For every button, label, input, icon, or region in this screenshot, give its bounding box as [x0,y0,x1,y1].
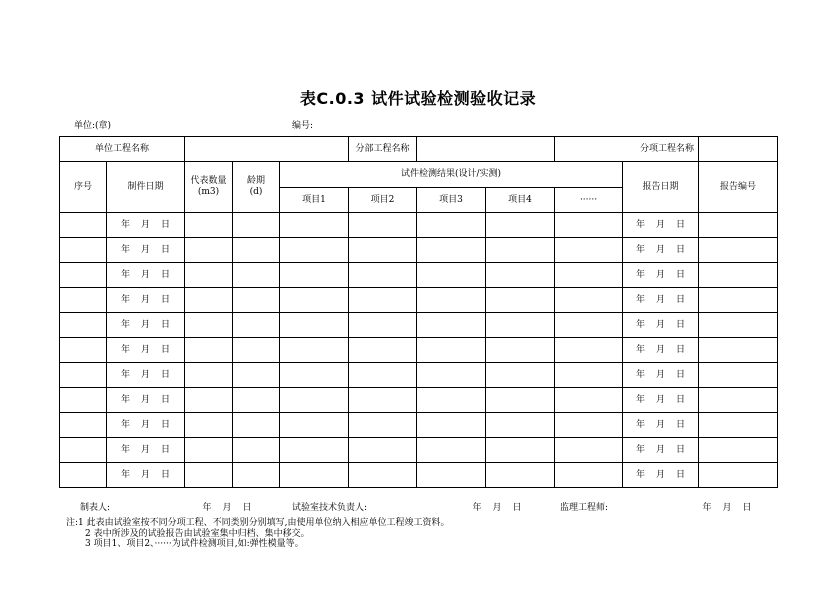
seq-cell[interactable] [60,288,107,313]
date-year: 年 [636,244,646,255]
item1-cell[interactable] [280,438,349,463]
seq-cell[interactable] [60,338,107,363]
item2-cell[interactable] [349,288,417,313]
table-row [60,213,778,238]
date-day: 日 [676,369,686,380]
seq-cell[interactable] [60,413,107,438]
item3-cell[interactable] [417,238,486,263]
item1-cell[interactable] [280,238,349,263]
quantity-cell[interactable] [185,463,233,488]
item1-cell[interactable] [280,463,349,488]
report-date-cell[interactable] [623,363,699,388]
report-no-cell[interactable] [699,363,778,388]
seq-cell[interactable] [60,388,107,413]
date-year: 年 [636,294,646,305]
date-year: 年 [636,444,646,455]
table-row [60,263,778,288]
item3-cell[interactable] [417,438,486,463]
item3-cell[interactable] [417,288,486,313]
date-day: 日 [160,244,170,255]
date-month: 月 [140,469,150,480]
item3-cell[interactable] [417,313,486,338]
lab-tech-label: 试验室技术负责人: [292,503,368,513]
date-year: 年 [120,294,130,305]
date-year: 年 [120,394,130,405]
record-table [59,136,778,488]
date-year: 年 [636,269,646,280]
item4-cell[interactable] [486,313,555,338]
seq-cell[interactable] [60,463,107,488]
date-year: 年 [636,219,646,230]
record-number-label: 编号: [292,121,314,131]
age-cell[interactable] [233,263,280,288]
seq-cell[interactable] [60,238,107,263]
table-row [60,338,778,363]
item4-cell[interactable] [486,413,555,438]
date-day: 日 [160,269,170,280]
make-date-cell[interactable] [107,363,185,388]
make-date-cell[interactable] [107,238,185,263]
date-year: 年 [636,394,646,405]
report-no-cell[interactable] [699,288,778,313]
age-cell[interactable] [233,313,280,338]
age-cell[interactable] [233,213,280,238]
item4-cell[interactable] [486,288,555,313]
header-item4: 项目4 [486,188,555,213]
report-date-cell[interactable] [623,288,699,313]
date-day: 日 [676,444,686,455]
unit-project-label: 单位工程名称 [60,137,185,162]
age-cell[interactable] [233,338,280,363]
item2-cell[interactable] [349,363,417,388]
date-month: 月 [656,444,666,455]
item4-cell[interactable] [486,463,555,488]
item2-cell[interactable] [349,263,417,288]
date-month: 月 [656,419,666,430]
quantity-cell[interactable] [185,438,233,463]
date-day: 日 [742,503,752,513]
date-year: 年 [702,503,712,513]
report-no-cell[interactable] [699,388,778,413]
item-more-cell[interactable] [555,463,623,488]
header-report-no: 报告编号 [699,162,778,213]
lab-tech-date [467,500,527,513]
age-cell[interactable] [233,413,280,438]
make-date-cell[interactable] [107,388,185,413]
item1-cell[interactable] [280,213,349,238]
date-month: 月 [656,369,666,380]
item3-cell[interactable] [417,263,486,288]
date-year: 年 [636,344,646,355]
item3-cell[interactable] [417,463,486,488]
item1-cell[interactable] [280,363,349,388]
date-year: 年 [120,319,130,330]
quantity-cell[interactable] [185,363,233,388]
header-age [233,162,280,213]
date-day: 日 [676,344,686,355]
item-more-cell[interactable] [555,288,623,313]
seq-cell[interactable] [60,263,107,288]
item2-cell[interactable] [349,438,417,463]
maker-label: 制表人: [80,503,111,513]
seq-cell[interactable] [60,213,107,238]
item2-cell[interactable] [349,338,417,363]
item3-cell[interactable] [417,413,486,438]
report-no-cell[interactable] [699,463,778,488]
report-date-cell[interactable] [623,263,699,288]
item-more-cell[interactable] [555,338,623,363]
make-date-cell[interactable] [107,438,185,463]
item4-cell[interactable] [486,213,555,238]
part-project-label: 分部工程名称 [349,137,417,162]
date-year: 年 [120,269,130,280]
item1-cell[interactable] [280,413,349,438]
date-year: 年 [202,503,212,513]
report-date-cell[interactable] [623,338,699,363]
item2-cell[interactable] [349,313,417,338]
header-age-line2: (d) [249,187,263,197]
header-report-date: 报告日期 [623,162,699,213]
make-date-cell[interactable] [107,213,185,238]
date-day: 日 [676,244,686,255]
quantity-cell[interactable] [185,263,233,288]
item4-cell[interactable] [486,438,555,463]
item1-cell[interactable] [280,263,349,288]
date-day: 日 [160,294,170,305]
report-no-cell[interactable] [699,338,778,363]
header-item1: 项目1 [280,188,349,213]
date-month: 月 [140,219,150,230]
date-year: 年 [120,219,130,230]
report-no-cell[interactable] [699,263,778,288]
item-more-cell[interactable] [555,213,623,238]
header-make-date: 制件日期 [107,162,185,213]
date-month: 月 [656,294,666,305]
date-year: 年 [636,319,646,330]
report-date-cell[interactable] [623,413,699,438]
date-month: 月 [140,444,150,455]
item-more-cell[interactable] [555,413,623,438]
item4-cell[interactable] [486,363,555,388]
seq-cell[interactable] [60,363,107,388]
date-month: 月 [140,394,150,405]
date-day: 日 [160,219,170,230]
table-row [60,463,778,488]
header-results: 试件检测结果(设计/实测) [280,162,623,188]
quantity-cell[interactable] [185,288,233,313]
age-cell[interactable] [233,438,280,463]
table-row [60,413,778,438]
item1-cell[interactable] [280,288,349,313]
date-day: 日 [160,419,170,430]
item-more-cell[interactable] [555,263,623,288]
item3-cell[interactable] [417,363,486,388]
item-project-value[interactable] [699,137,778,162]
date-day: 日 [160,369,170,380]
age-cell[interactable] [233,463,280,488]
table-row [60,388,778,413]
make-date-cell[interactable] [107,313,185,338]
unit-project-value[interactable] [185,137,349,162]
table-row [60,363,778,388]
report-date-cell[interactable] [623,313,699,338]
date-year: 年 [120,444,130,455]
date-month: 月 [492,503,502,513]
report-no-cell[interactable] [699,213,778,238]
date-month: 月 [722,503,732,513]
supervisor-label: 监理工程师: [560,503,609,513]
project-info-row [60,137,778,162]
quantity-cell[interactable] [185,213,233,238]
date-day: 日 [676,269,686,280]
seq-cell[interactable] [60,313,107,338]
age-cell[interactable] [233,288,280,313]
header-quantity-line2: (m3) [197,187,220,197]
header-quantity-line1: 代表数量 [190,176,227,186]
note-2: 2 表中所涉及的试验报告由试验室集中归档、集中移交。 [85,528,310,539]
date-month: 月 [140,244,150,255]
item-more-cell[interactable] [555,363,623,388]
item4-cell[interactable] [486,263,555,288]
header-quantity [185,162,233,213]
date-year: 年 [120,419,130,430]
date-year: 年 [120,244,130,255]
date-month: 月 [656,219,666,230]
date-month: 月 [656,269,666,280]
item3-cell[interactable] [417,338,486,363]
item-project-label: 分项工程名称 [555,137,699,162]
make-date-cell[interactable] [107,463,185,488]
header-item2: 项目2 [349,188,417,213]
report-date-cell[interactable] [623,388,699,413]
date-day: 日 [160,394,170,405]
report-date-cell[interactable] [623,438,699,463]
report-date-cell[interactable] [623,463,699,488]
date-day: 日 [676,294,686,305]
date-year: 年 [120,344,130,355]
item1-cell[interactable] [280,313,349,338]
quantity-cell[interactable] [185,388,233,413]
item-more-cell[interactable] [555,438,623,463]
header-item-more: ······ [555,188,623,213]
supervisor-date [697,500,757,513]
table-row [60,313,778,338]
age-cell[interactable] [233,238,280,263]
date-day: 日 [676,319,686,330]
item3-cell[interactable] [417,213,486,238]
date-day: 日 [676,394,686,405]
table-row [60,288,778,313]
date-month: 月 [140,419,150,430]
make-date-cell[interactable] [107,263,185,288]
date-month: 月 [140,294,150,305]
item3-cell[interactable] [417,388,486,413]
item1-cell[interactable] [280,388,349,413]
unit-seal-label: 单位:(章) [74,121,112,131]
date-year: 年 [120,369,130,380]
date-month: 月 [656,344,666,355]
seq-cell[interactable] [60,438,107,463]
make-date-cell[interactable] [107,338,185,363]
date-day: 日 [160,344,170,355]
date-year: 年 [636,419,646,430]
date-month: 月 [656,469,666,480]
header-row-1 [60,162,778,188]
date-year: 年 [472,503,482,513]
item2-cell[interactable] [349,413,417,438]
report-date-cell[interactable] [623,213,699,238]
report-no-cell[interactable] [699,238,778,263]
notes [66,518,449,550]
date-day: 日 [676,469,686,480]
report-no-cell[interactable] [699,438,778,463]
date-day: 日 [160,444,170,455]
page-title: 表C.0.3 试件试验检测验收记录 [299,89,537,108]
table-row [60,238,778,263]
date-day: 日 [676,219,686,230]
item2-cell[interactable] [349,213,417,238]
item2-cell[interactable] [349,388,417,413]
header-item3: 项目3 [417,188,486,213]
item4-cell[interactable] [486,238,555,263]
date-day: 日 [676,419,686,430]
make-date-cell[interactable] [107,413,185,438]
item-more-cell[interactable] [555,238,623,263]
date-day: 日 [160,319,170,330]
quantity-cell[interactable] [185,313,233,338]
quantity-cell[interactable] [185,413,233,438]
header-age-line1: 龄期 [247,176,266,186]
item1-cell[interactable] [280,338,349,363]
item4-cell[interactable] [486,338,555,363]
date-year: 年 [120,469,130,480]
item-more-cell[interactable] [555,388,623,413]
note-3: 3 项目1、项目2、······为试件检测项目,如:弹性模量等。 [85,539,304,549]
date-day: 日 [242,503,252,513]
age-cell[interactable] [233,363,280,388]
date-year: 年 [636,469,646,480]
item2-cell[interactable] [349,463,417,488]
quantity-cell[interactable] [185,338,233,363]
date-month: 月 [140,319,150,330]
date-month: 月 [140,369,150,380]
item2-cell[interactable] [349,238,417,263]
quantity-cell[interactable] [185,238,233,263]
item-more-cell[interactable] [555,313,623,338]
make-date-cell[interactable] [107,288,185,313]
report-no-cell[interactable] [699,313,778,338]
note-1: 注:1 此表由试验室按不同分项工程、不同类别分别填写,由使用单位纳入相应单位工程竣工资料。 [66,518,450,528]
date-month: 月 [222,503,232,513]
date-month: 月 [656,244,666,255]
date-year: 年 [636,369,646,380]
item4-cell[interactable] [486,388,555,413]
table-row [60,438,778,463]
report-no-cell[interactable] [699,413,778,438]
maker-date [197,500,257,513]
date-month: 月 [140,269,150,280]
report-date-cell[interactable] [623,238,699,263]
age-cell[interactable] [233,388,280,413]
part-project-value[interactable] [417,137,555,162]
header-seq: 序号 [60,162,107,213]
date-month: 月 [656,319,666,330]
date-month: 月 [140,344,150,355]
date-day: 日 [160,469,170,480]
date-month: 月 [656,394,666,405]
date-day: 日 [512,503,522,513]
